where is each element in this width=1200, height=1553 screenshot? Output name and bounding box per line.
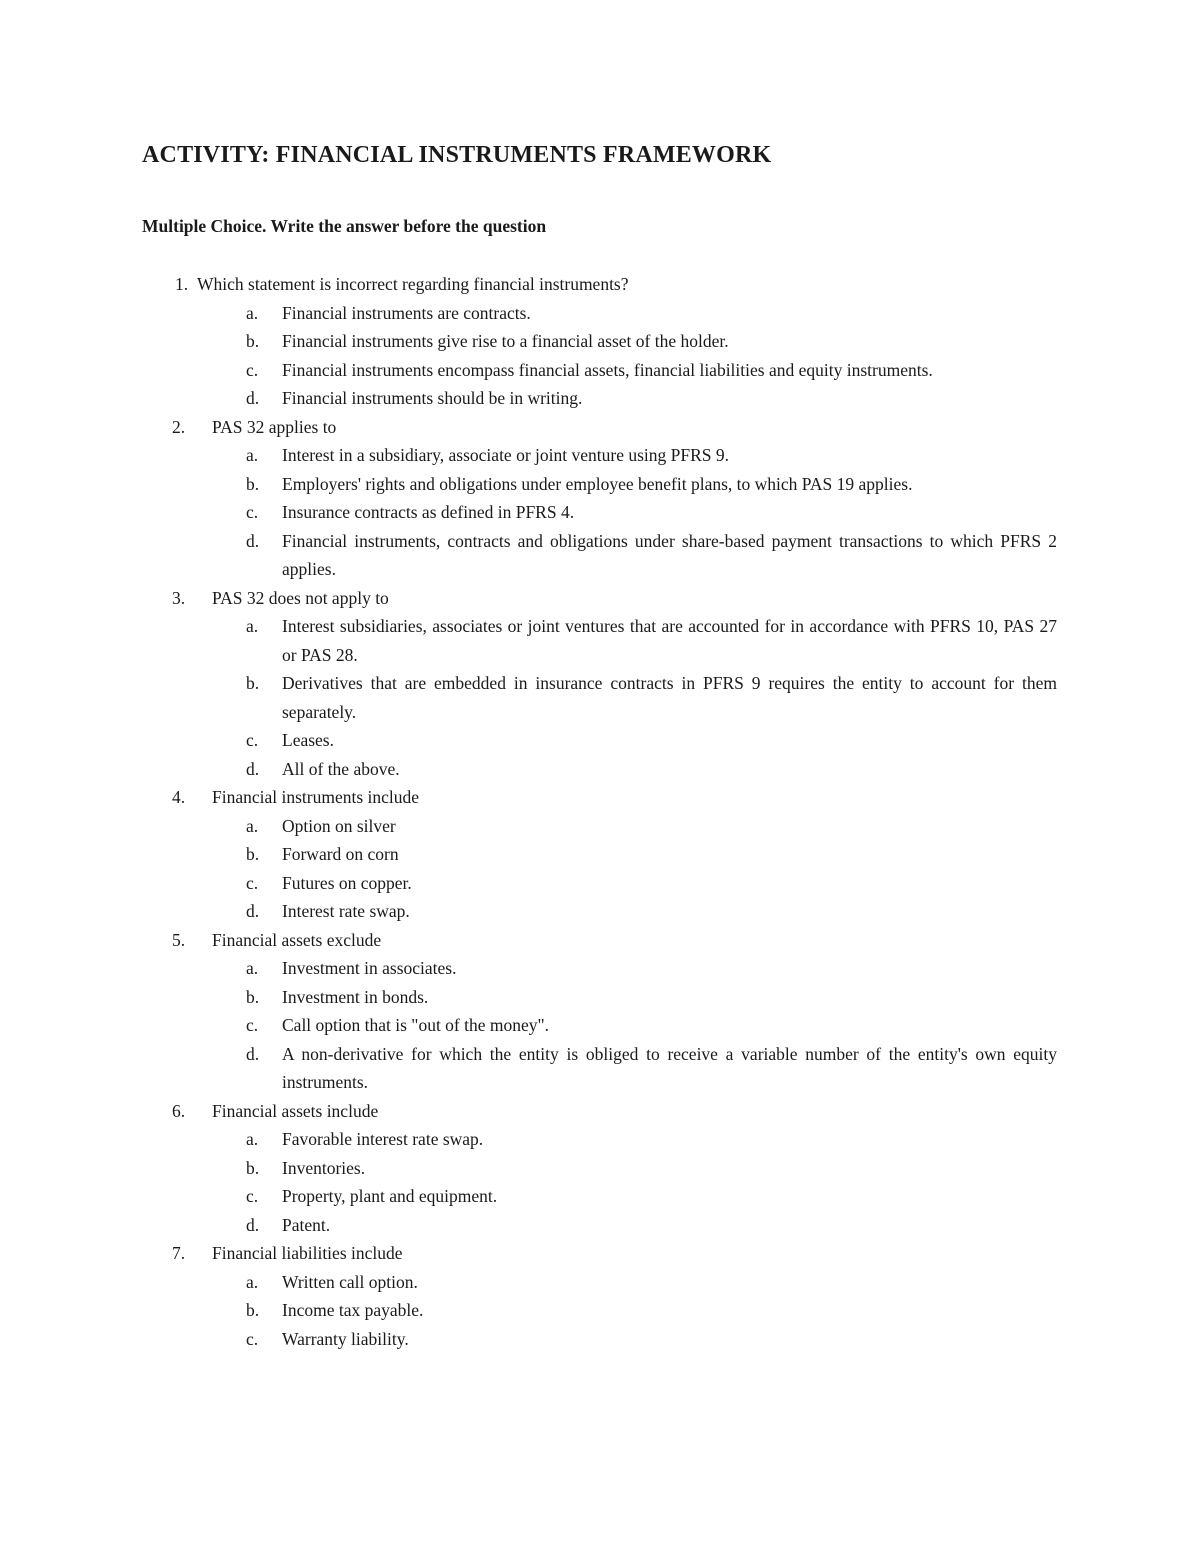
option-a	[0, 954, 1057, 983]
option-letter: a.	[246, 616, 259, 636]
question-7	[0, 1239, 1200, 1353]
question-text: PAS 32 does not apply to	[212, 587, 389, 608]
option-letter: b.	[246, 331, 260, 351]
question-text: Which statement is incorrect regarding financial instruments?	[197, 274, 629, 294]
question-number: 5.	[172, 929, 186, 950]
option-a	[0, 812, 1057, 841]
question-2	[0, 413, 1200, 584]
option-text: Financial instruments, contracts and obligations under share-based payment transactions to which PFRS 2 applies.	[282, 530, 1057, 579]
option-d	[0, 1040, 1057, 1097]
option-b	[0, 983, 1057, 1012]
question-6-line	[0, 1097, 1200, 1126]
option-letter: d.	[246, 530, 260, 551]
option-letter: b.	[246, 1300, 260, 1320]
option-letter: b.	[246, 473, 260, 494]
option-b	[0, 1154, 1057, 1183]
option-c	[0, 1011, 1057, 1040]
option-d	[0, 1211, 1057, 1240]
option-letter: a.	[246, 1271, 259, 1292]
option-b	[0, 327, 1057, 356]
option-letter: b.	[246, 1157, 260, 1178]
option-b	[0, 840, 1057, 869]
question-6	[0, 1097, 1200, 1240]
option-d	[0, 897, 1057, 926]
document-title: ACTIVITY: FINANCIAL INSTRUMENTS FRAMEWORK	[142, 142, 772, 168]
option-c	[0, 356, 1057, 385]
question-text: PAS 32 applies to	[212, 416, 337, 437]
option-c	[0, 726, 1057, 755]
option-letter: a.	[246, 815, 259, 836]
question-1-line	[0, 270, 1200, 299]
instruction-heading: Multiple Choice. Write the answer before the question	[142, 216, 547, 236]
question-3-line	[0, 584, 1200, 613]
question-number: 3.	[172, 587, 186, 608]
option-text: Derivatives that are embedded in insurance contracts in PFRS 9 requires the entity to account for them separately.	[282, 673, 1057, 722]
option-letter: c.	[246, 1015, 259, 1035]
option-letter: d.	[246, 1043, 260, 1064]
option-letter: c.	[246, 1328, 259, 1349]
option-letter: d.	[246, 901, 260, 921]
question-number: 7.	[172, 1243, 186, 1263]
question-text: Financial instruments include	[212, 787, 420, 807]
option-text: Income tax payable.	[282, 1300, 424, 1320]
option-b	[0, 1296, 1057, 1325]
option-letter: d.	[246, 1214, 260, 1235]
option-text: Investment in associates.	[282, 958, 457, 978]
question-number: 6.	[172, 1100, 186, 1121]
option-text: Interest subsidiaries, associates or joint ventures that are accounted for in accordance with PFRS 10, PAS 27 or PAS 28.	[282, 616, 1057, 665]
option-text: A non-derivative for which the entity is obliged to receive a variable number of the entity's own equity instruments.	[282, 1043, 1057, 1092]
option-text: Written call option.	[282, 1271, 418, 1292]
option-text: Interest in a subsidiary, associate or joint venture using PFRS 9.	[282, 445, 730, 465]
option-text: Financial instruments are contracts.	[282, 302, 531, 323]
option-text: All of the above.	[282, 758, 400, 779]
option-letter: b.	[246, 986, 260, 1007]
option-text: Patent.	[282, 1214, 331, 1235]
question-5	[0, 926, 1200, 1097]
option-a	[0, 1125, 1057, 1154]
option-a	[0, 441, 1057, 470]
option-text: Leases.	[282, 730, 334, 750]
option-letter: a.	[246, 958, 259, 978]
question-number: 4.	[172, 787, 186, 807]
option-a	[0, 299, 1057, 328]
option-text: Inventories.	[282, 1157, 366, 1178]
option-letter: c.	[246, 730, 259, 750]
option-c	[0, 498, 1057, 527]
option-text: Insurance contracts as defined in PFRS 4.	[282, 502, 575, 522]
option-a	[0, 1268, 1057, 1297]
option-text: Investment in bonds.	[282, 986, 429, 1007]
option-text: Employers' rights and obligations under employee benefit plans, to which PAS 19 applies.	[282, 473, 913, 494]
question-5-line	[0, 926, 1200, 955]
option-letter: a.	[246, 1129, 259, 1149]
question-text: Financial liabilities include	[212, 1243, 403, 1263]
question-3	[0, 584, 1200, 784]
option-text: Forward on corn	[282, 844, 399, 864]
question-list	[0, 270, 1200, 1353]
option-text: Interest rate swap.	[282, 901, 410, 921]
question-1	[0, 270, 1200, 413]
option-c	[0, 869, 1057, 898]
option-d	[0, 384, 1057, 413]
option-text: Futures on copper.	[282, 872, 412, 893]
option-text: Financial instruments encompass financial assets, financial liabilities and equity instruments.	[282, 359, 933, 380]
option-letter: c.	[246, 502, 259, 522]
option-text: Financial instruments give rise to a financial asset of the holder.	[282, 331, 729, 351]
question-4	[0, 783, 1200, 926]
option-letter: c.	[246, 359, 259, 380]
option-letter: a.	[246, 445, 259, 465]
option-letter: b.	[246, 844, 260, 864]
option-c	[0, 1325, 1057, 1354]
option-a	[0, 612, 1057, 669]
option-letter: a.	[246, 302, 259, 323]
option-text: Warranty liability.	[282, 1328, 409, 1349]
option-c	[0, 1182, 1057, 1211]
option-text: Option on silver	[282, 815, 396, 836]
question-4-line	[0, 783, 1200, 812]
option-letter: b.	[246, 673, 260, 693]
question-text: Financial assets exclude	[212, 929, 382, 950]
question-text: Financial assets include	[212, 1100, 379, 1121]
option-b	[0, 470, 1057, 499]
option-d	[0, 755, 1057, 784]
option-text: Favorable interest rate swap.	[282, 1129, 484, 1149]
option-text: Financial instruments should be in writing.	[282, 388, 583, 408]
question-7-line	[0, 1239, 1200, 1268]
option-letter: d.	[246, 758, 260, 779]
option-text: Property, plant and equipment.	[282, 1186, 498, 1206]
option-text: Call option that is "out of the money".	[282, 1015, 550, 1035]
option-letter: c.	[246, 872, 259, 893]
option-letter: d.	[246, 388, 260, 408]
option-letter: c.	[246, 1186, 259, 1206]
question-number: 1.	[175, 274, 189, 294]
option-b	[0, 669, 1057, 726]
question-2-line	[0, 413, 1200, 442]
question-number: 2.	[172, 416, 186, 437]
option-d	[0, 527, 1057, 584]
